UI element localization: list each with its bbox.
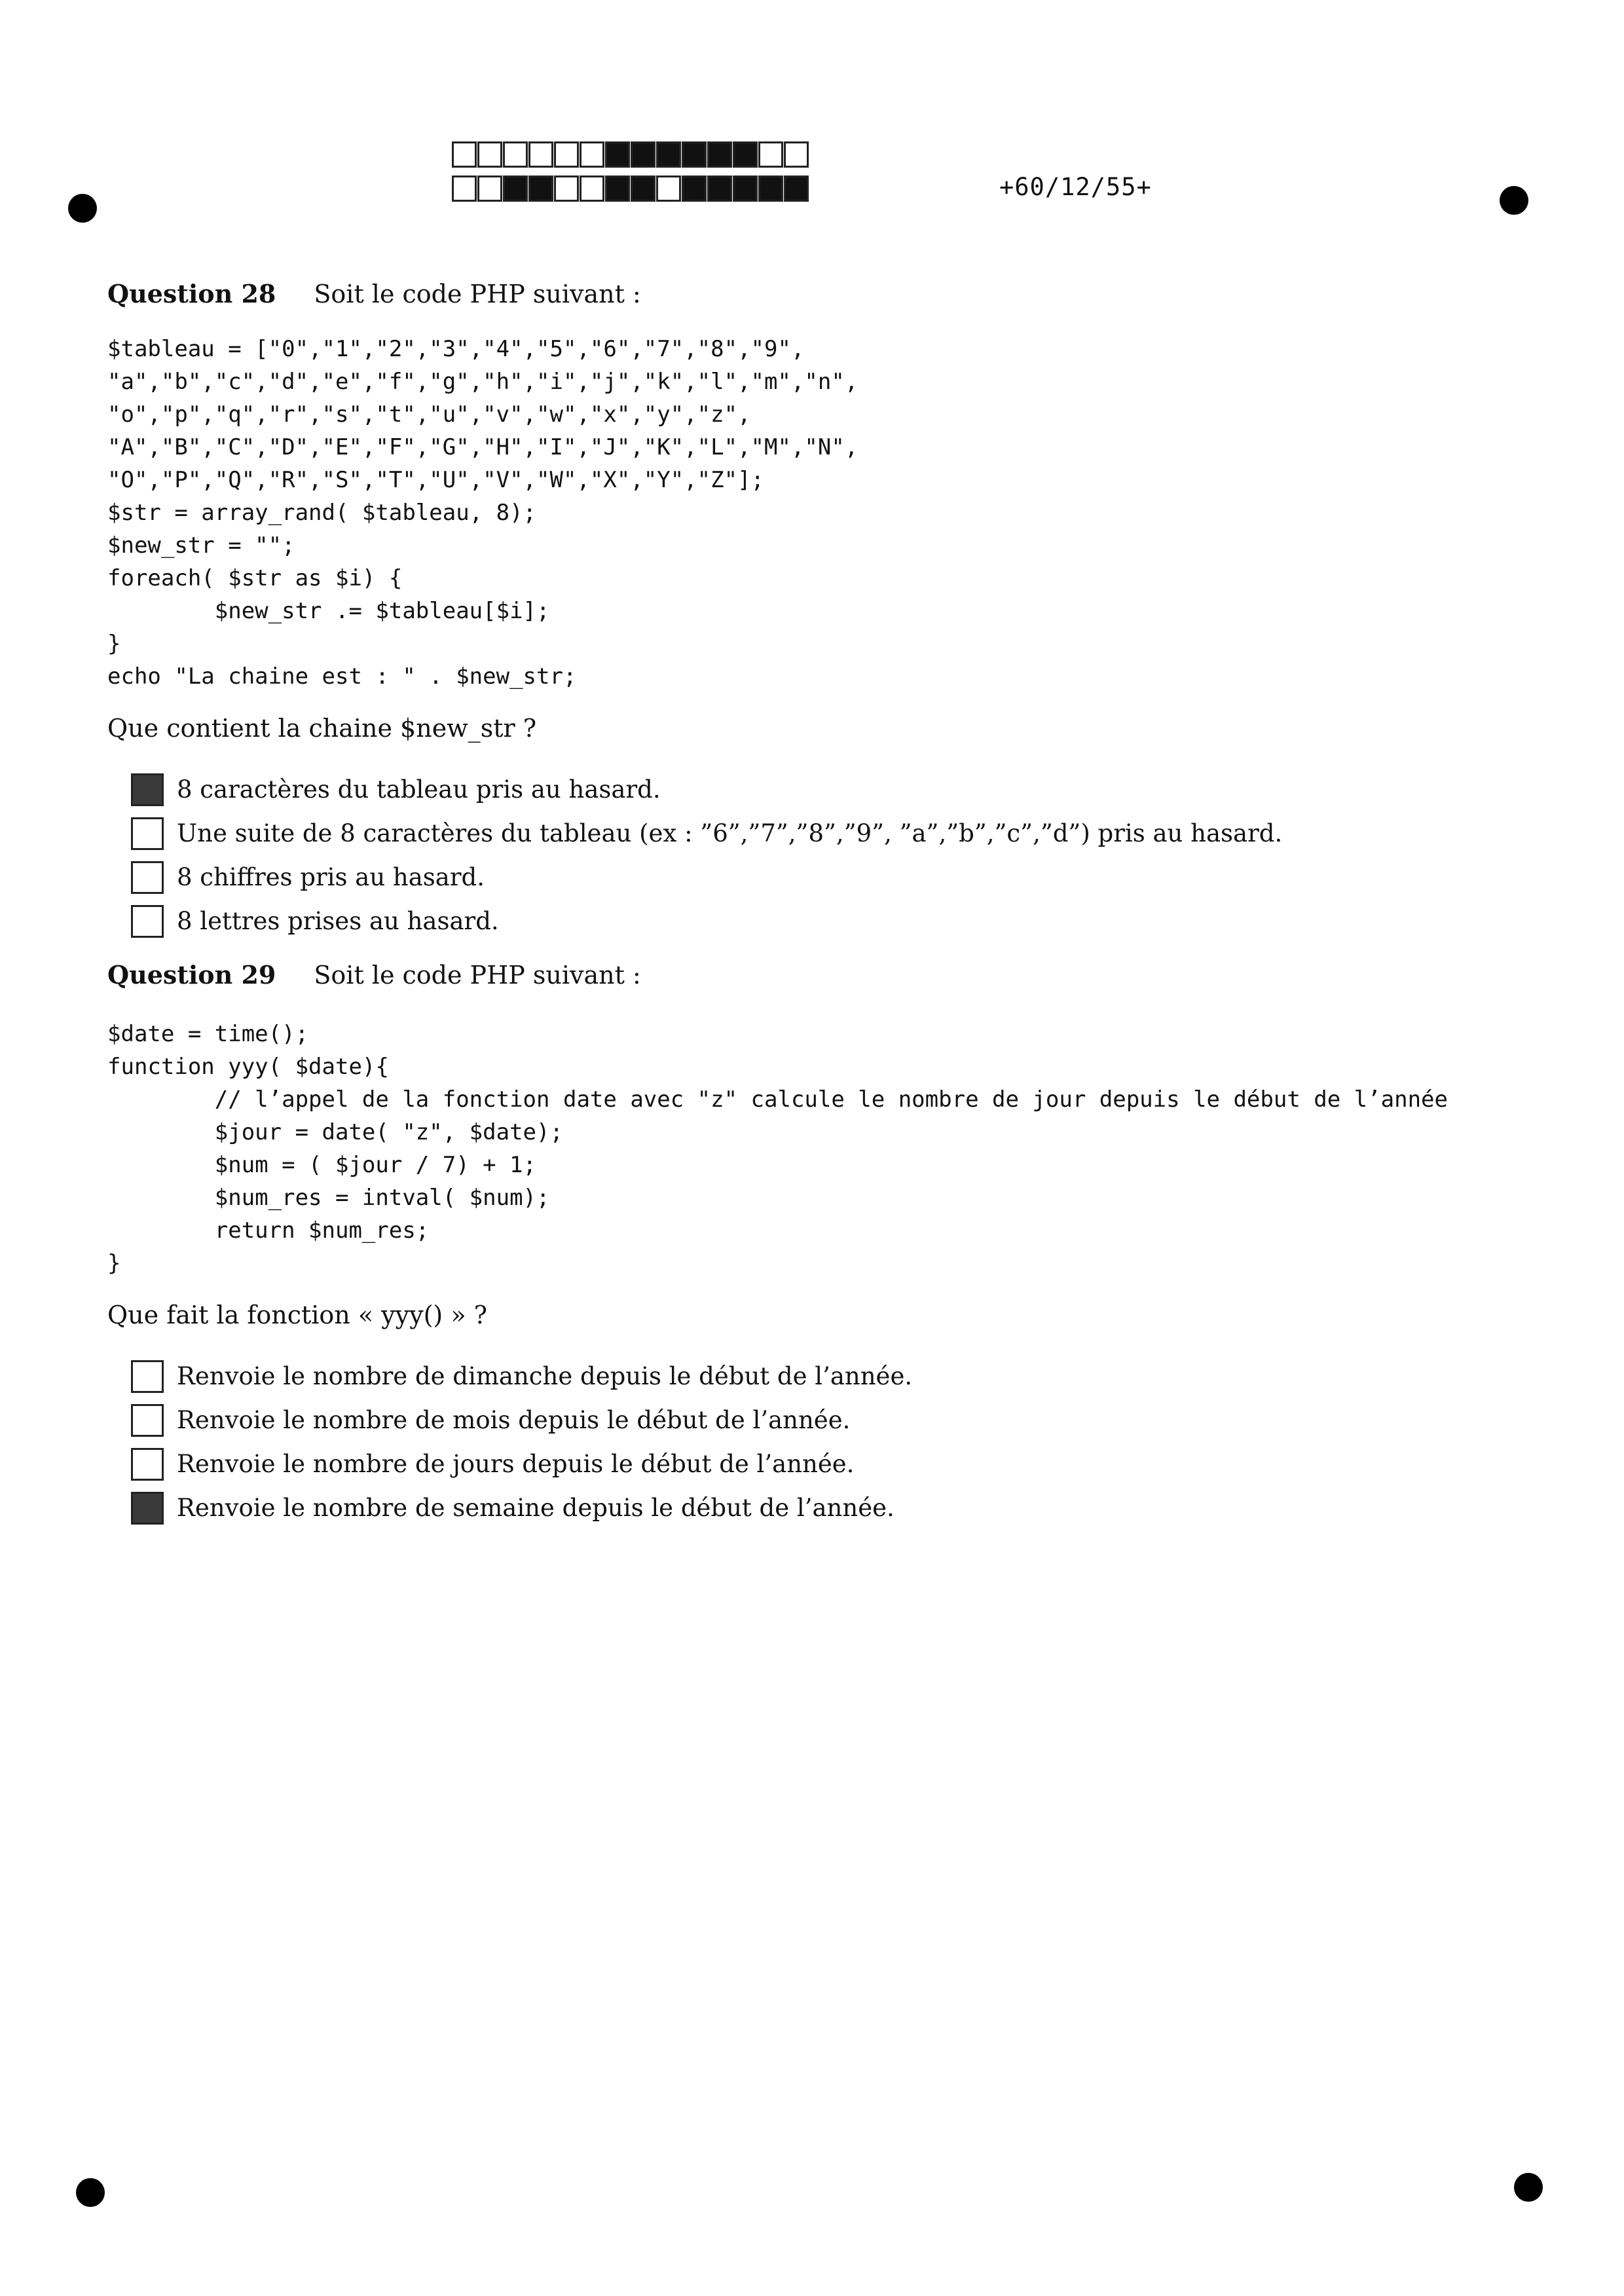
php-code-block: $tableau = ["0","1","2","3","4","5","6","7","8","9", "a","b","c","d","e","f","g","h","i","j","k","l","m","n", "o","p","q","r","s","t","u","v","w","x","y","z", "A","B","C","D","E","F","G","H","I","J","K","L","M","N", "O","P","Q","R","S","T","U","V","W","X","Y","Z"]; $str = array_rand( $tableau, 8); $new_str = ""; foreach( $str as $i) { $new_str .= $tableau[$i]; } echo "La chaine est : " . $new_str; bbox=[107, 336, 858, 690]
question-number: Question 29 bbox=[107, 960, 276, 990]
question-intro: Soit le code PHP suivant : bbox=[314, 280, 641, 308]
answer-option[interactable] bbox=[131, 899, 1282, 943]
answer-label: 8 caractères du tableau pris au hasard. bbox=[177, 775, 661, 804]
barcode-cell bbox=[707, 176, 732, 202]
answer-checkbox[interactable] bbox=[131, 861, 164, 894]
answer-option[interactable] bbox=[131, 1398, 912, 1442]
answer-label: 8 chiffres pris au hasard. bbox=[177, 863, 485, 891]
barcode-cell bbox=[554, 176, 579, 202]
barcode-cell bbox=[605, 141, 630, 168]
barcode-cell bbox=[528, 141, 553, 168]
question-28-header bbox=[107, 279, 641, 308]
barcode-cell bbox=[477, 176, 502, 202]
corner-marker-top-left bbox=[68, 194, 97, 223]
answer-label: Renvoie le nombre de mois depuis le début de l’année. bbox=[177, 1406, 851, 1434]
barcode-cell bbox=[758, 141, 783, 168]
question-prompt: Que contient la chaine $new_str ? bbox=[107, 714, 537, 743]
answer-label: Renvoie le nombre de semaine depuis le début de l’année. bbox=[177, 1494, 895, 1522]
answer-option[interactable] bbox=[131, 1354, 912, 1398]
page-identifier: +60/12/55+ bbox=[999, 173, 1152, 201]
barcode-cell bbox=[503, 141, 528, 168]
question-prompt: Que fait la fonction « yyy() » ? bbox=[107, 1301, 488, 1329]
answer-checkbox[interactable] bbox=[131, 817, 164, 850]
barcode-cell bbox=[682, 141, 707, 168]
corner-marker-bottom-left bbox=[76, 2178, 105, 2207]
answer-checkbox[interactable] bbox=[131, 1448, 164, 1481]
answer-option[interactable] bbox=[131, 855, 1282, 899]
answer-checkbox[interactable] bbox=[131, 1360, 164, 1393]
answer-label: 8 lettres prises au hasard. bbox=[177, 907, 499, 935]
answer-label: Renvoie le nombre de dimanche depuis le début de l’année. bbox=[177, 1362, 913, 1390]
barcode-cell bbox=[656, 141, 681, 168]
question-number: Question 28 bbox=[107, 279, 276, 308]
barcode-cell bbox=[580, 176, 604, 202]
answer-label: Renvoie le nombre de jours depuis le début de l’année. bbox=[177, 1450, 855, 1478]
barcode-cell bbox=[580, 141, 604, 168]
barcode-cell bbox=[605, 176, 630, 202]
barcode-cell bbox=[707, 141, 732, 168]
barcode-cell bbox=[452, 141, 477, 168]
page-barcode-row-1 bbox=[452, 141, 809, 168]
php-code-block: $date = time(); function yyy( $date){ // l’appel de la fonction date avec "z" calcule le nombre de jour depuis le début de l’année $jour = date( "z", $date); $num = ( $jour / 7) + 1; $num_res = intval( $num); return $num_res; } bbox=[107, 1021, 1448, 1276]
barcode-cell bbox=[758, 176, 783, 202]
corner-marker-bottom-right bbox=[1514, 2173, 1543, 2202]
answer-label: Une suite de 8 caractères du tableau (ex : ”6”,”7”,”8”,”9”, ”a”,”b”,”c”,”d”) pris au hasard. bbox=[177, 819, 1283, 847]
answer-option[interactable] bbox=[131, 1442, 912, 1486]
answer-list bbox=[131, 768, 1282, 943]
barcode-cell bbox=[733, 176, 758, 202]
question-intro: Soit le code PHP suivant : bbox=[314, 961, 641, 990]
corner-marker-top-right bbox=[1500, 186, 1528, 215]
barcode-cell bbox=[631, 141, 655, 168]
question-29-header bbox=[107, 960, 641, 990]
answer-checkbox[interactable] bbox=[131, 1404, 164, 1437]
answer-checkbox[interactable] bbox=[131, 773, 164, 806]
barcode-cell bbox=[784, 176, 809, 202]
barcode-cell bbox=[784, 141, 809, 168]
barcode-cell bbox=[452, 176, 477, 202]
answer-option[interactable] bbox=[131, 768, 1282, 811]
barcode-cell bbox=[656, 176, 681, 202]
barcode-cell bbox=[503, 176, 528, 202]
barcode-cell bbox=[477, 141, 502, 168]
barcode-cell bbox=[554, 141, 579, 168]
answer-option[interactable] bbox=[131, 811, 1282, 855]
page-barcode-row-2 bbox=[452, 176, 809, 202]
barcode-cell bbox=[631, 176, 655, 202]
barcode-cell bbox=[733, 141, 758, 168]
barcode-cell bbox=[528, 176, 553, 202]
answer-checkbox[interactable] bbox=[131, 1492, 164, 1525]
answer-checkbox[interactable] bbox=[131, 905, 164, 938]
barcode-cell bbox=[682, 176, 707, 202]
answer-list bbox=[131, 1354, 912, 1530]
answer-option[interactable] bbox=[131, 1486, 912, 1530]
